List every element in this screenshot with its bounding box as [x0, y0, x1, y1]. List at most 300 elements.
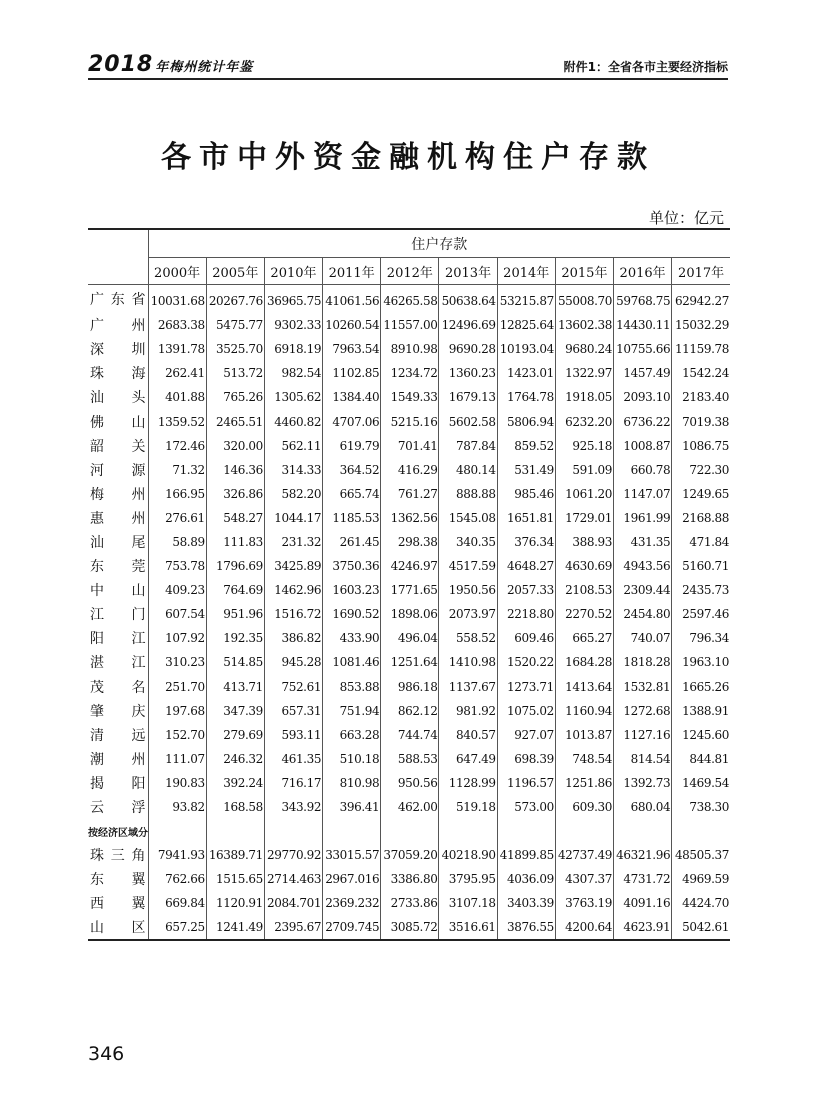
- year-header: 2010年: [264, 258, 322, 285]
- value-cell: 519.18: [439, 795, 497, 819]
- value-cell: 5475.77: [206, 313, 264, 337]
- value-cell: 573.00: [497, 795, 555, 819]
- year-header: 2015年: [555, 258, 613, 285]
- value-cell: 190.83: [148, 771, 206, 795]
- value-cell: 416.29: [381, 458, 439, 482]
- table-row: [88, 699, 730, 723]
- value-cell: 41899.85: [497, 843, 555, 867]
- value-cell: 2218.80: [497, 602, 555, 626]
- value-cell: 1234.72: [381, 361, 439, 385]
- value-cell: 62942.27: [672, 285, 730, 314]
- value-cell: 4307.37: [555, 867, 613, 891]
- value-cell: 71.32: [148, 458, 206, 482]
- value-cell: 3876.55: [497, 915, 555, 940]
- value-cell: 4969.59: [672, 867, 730, 891]
- value-cell: 192.35: [206, 626, 264, 650]
- region-name: 东莞: [90, 559, 146, 576]
- value-cell: 1392.73: [614, 771, 672, 795]
- value-cell: 10031.68: [148, 285, 206, 314]
- table-row: [88, 385, 730, 409]
- value-cell: 796.34: [672, 626, 730, 650]
- value-cell: 2369.232: [323, 891, 381, 915]
- year-header: 2014年: [497, 258, 555, 285]
- value-cell: 6736.22: [614, 409, 672, 433]
- value-cell: 93.82: [148, 795, 206, 819]
- value-cell: 3085.72: [381, 915, 439, 940]
- page-number: 346: [88, 1043, 125, 1065]
- value-cell: 562.11: [264, 434, 322, 458]
- value-cell: 558.52: [439, 626, 497, 650]
- value-cell: 751.94: [323, 699, 381, 723]
- value-cell: 1044.17: [264, 506, 322, 530]
- value-cell: 1764.78: [497, 385, 555, 409]
- region-name: 阳江: [90, 631, 146, 648]
- value-cell: 2967.016: [323, 867, 381, 891]
- value-cell: 48505.37: [672, 843, 730, 867]
- value-cell: 41061.56: [323, 285, 381, 314]
- value-cell: 1360.23: [439, 361, 497, 385]
- value-cell: 2183.40: [672, 385, 730, 409]
- region-name: 河源: [90, 462, 146, 479]
- value-cell: 986.18: [381, 675, 439, 699]
- table-row: [88, 361, 730, 385]
- page-title: 各市中外资金融机构住户存款: [161, 140, 655, 175]
- region-name: 山区: [88, 915, 148, 940]
- region-name: 中山: [90, 583, 146, 600]
- value-cell: 5602.58: [439, 409, 497, 433]
- value-cell: 1423.01: [497, 361, 555, 385]
- value-cell: 1542.24: [672, 361, 730, 385]
- value-cell: 513.72: [206, 361, 264, 385]
- region-name: 深圳: [90, 342, 146, 359]
- value-cell: 14430.11: [614, 313, 672, 337]
- value-cell: 1075.02: [497, 699, 555, 723]
- section-row: [88, 819, 730, 843]
- value-cell: 11557.00: [381, 313, 439, 337]
- value-cell: 9680.24: [555, 337, 613, 361]
- table-row: [88, 843, 730, 867]
- unit-label: 单位：亿元: [648, 209, 724, 227]
- value-cell: 2309.44: [614, 578, 672, 602]
- value-cell: 298.38: [381, 530, 439, 554]
- value-cell: 1086.75: [672, 434, 730, 458]
- value-cell: 853.88: [323, 675, 381, 699]
- table-row: [88, 506, 730, 530]
- empty-cell: [206, 819, 264, 843]
- value-cell: 701.41: [381, 434, 439, 458]
- value-cell: 862.12: [381, 699, 439, 723]
- region-name: 珠海: [90, 366, 146, 383]
- value-cell: 376.34: [497, 530, 555, 554]
- year-header: 2016年: [614, 258, 672, 285]
- value-cell: 1241.49: [206, 915, 264, 940]
- value-cell: 764.69: [206, 578, 264, 602]
- value-cell: 1249.65: [672, 482, 730, 506]
- region-name: 揭阳: [90, 775, 146, 792]
- section-label: 按经济区域分: [88, 827, 148, 839]
- value-cell: 364.52: [323, 458, 381, 482]
- table-row: [88, 650, 730, 674]
- empty-cell: [555, 819, 613, 843]
- value-cell: 1251.64: [381, 650, 439, 674]
- value-cell: 3107.18: [439, 891, 497, 915]
- value-cell: 1362.56: [381, 506, 439, 530]
- value-cell: 413.71: [206, 675, 264, 699]
- value-cell: 1651.81: [497, 506, 555, 530]
- value-cell: 462.00: [381, 795, 439, 819]
- value-cell: 8910.98: [381, 337, 439, 361]
- table-row: [88, 458, 730, 482]
- value-cell: 1245.60: [672, 723, 730, 747]
- value-cell: 29770.92: [264, 843, 322, 867]
- value-cell: 1137.67: [439, 675, 497, 699]
- value-cell: 1081.46: [323, 650, 381, 674]
- value-cell: 59768.75: [614, 285, 672, 314]
- region-name: 韶关: [90, 438, 146, 455]
- value-cell: 1127.16: [614, 723, 672, 747]
- value-cell: 431.35: [614, 530, 672, 554]
- table-row: [88, 771, 730, 795]
- value-cell: 753.78: [148, 554, 206, 578]
- value-cell: 4630.69: [555, 554, 613, 578]
- value-cell: 2709.745: [323, 915, 381, 940]
- region-name: 汕尾: [90, 534, 146, 551]
- table-row: [88, 530, 730, 554]
- value-cell: 262.41: [148, 361, 206, 385]
- table-row: [88, 723, 730, 747]
- empty-cell: [148, 819, 206, 843]
- region-name: 东翼: [90, 872, 146, 889]
- value-cell: 3525.70: [206, 337, 264, 361]
- value-cell: 197.68: [148, 699, 206, 723]
- value-cell: 609.46: [497, 626, 555, 650]
- value-cell: 665.74: [323, 482, 381, 506]
- value-cell: 1388.91: [672, 699, 730, 723]
- value-cell: 7941.93: [148, 843, 206, 867]
- value-cell: 1061.20: [555, 482, 613, 506]
- appendix-title: 附件1：全省各市主要经济指标: [563, 60, 728, 74]
- value-cell: 2168.88: [672, 506, 730, 530]
- value-cell: 36965.75: [264, 285, 322, 314]
- value-cell: 669.84: [148, 891, 206, 915]
- year-header-row: [88, 258, 730, 285]
- value-cell: 1462.96: [264, 578, 322, 602]
- value-cell: 744.74: [381, 723, 439, 747]
- value-cell: 314.33: [264, 458, 322, 482]
- region-name: 广东省: [90, 292, 146, 309]
- value-cell: 3386.80: [381, 867, 439, 891]
- value-cell: 33015.57: [323, 843, 381, 867]
- value-cell: 1384.40: [323, 385, 381, 409]
- value-cell: 1545.08: [439, 506, 497, 530]
- yearbook-title: [88, 52, 253, 77]
- value-cell: 2108.53: [555, 578, 613, 602]
- table-row: [88, 409, 730, 433]
- value-cell: 1665.26: [672, 675, 730, 699]
- region-name: 潮州: [90, 751, 146, 768]
- value-cell: 1771.65: [381, 578, 439, 602]
- year-header: 2013年: [439, 258, 497, 285]
- value-cell: 888.88: [439, 482, 497, 506]
- value-cell: 111.07: [148, 747, 206, 771]
- value-cell: 3403.39: [497, 891, 555, 915]
- value-cell: 1684.28: [555, 650, 613, 674]
- value-cell: 1729.01: [555, 506, 613, 530]
- value-cell: 1013.87: [555, 723, 613, 747]
- value-cell: 261.45: [323, 530, 381, 554]
- value-cell: 1961.99: [614, 506, 672, 530]
- value-cell: 50638.64: [439, 285, 497, 314]
- value-cell: 859.52: [497, 434, 555, 458]
- value-cell: 2597.46: [672, 602, 730, 626]
- value-cell: 5215.16: [381, 409, 439, 433]
- value-cell: 347.39: [206, 699, 264, 723]
- value-cell: 981.92: [439, 699, 497, 723]
- value-cell: 409.23: [148, 578, 206, 602]
- value-cell: 765.26: [206, 385, 264, 409]
- value-cell: 1305.62: [264, 385, 322, 409]
- region-name: 西翼: [90, 896, 146, 913]
- value-cell: 4246.97: [381, 554, 439, 578]
- value-cell: 531.49: [497, 458, 555, 482]
- table-row: [88, 626, 730, 650]
- value-cell: 433.90: [323, 626, 381, 650]
- table-row: [88, 602, 730, 626]
- region-name: 惠州: [90, 510, 146, 527]
- group-header: 住户存款: [148, 229, 730, 258]
- value-cell: 1532.81: [614, 675, 672, 699]
- value-cell: 738.30: [672, 795, 730, 819]
- value-cell: 1128.99: [439, 771, 497, 795]
- region-name: 肇庆: [90, 703, 146, 720]
- value-cell: 4731.72: [614, 867, 672, 891]
- empty-cell: [381, 819, 439, 843]
- value-cell: 1690.52: [323, 602, 381, 626]
- value-cell: 279.69: [206, 723, 264, 747]
- table-row: [88, 675, 730, 699]
- value-cell: 1120.91: [206, 891, 264, 915]
- value-cell: 1102.85: [323, 361, 381, 385]
- value-cell: 4623.91: [614, 915, 672, 940]
- value-cell: 401.88: [148, 385, 206, 409]
- value-cell: 1413.64: [555, 675, 613, 699]
- value-cell: 1469.54: [672, 771, 730, 795]
- value-cell: 844.81: [672, 747, 730, 771]
- value-cell: 660.78: [614, 458, 672, 482]
- value-cell: 326.86: [206, 482, 264, 506]
- empty-cell: [614, 819, 672, 843]
- value-cell: 146.36: [206, 458, 264, 482]
- value-cell: 480.14: [439, 458, 497, 482]
- value-cell: 2435.73: [672, 578, 730, 602]
- region-name: 珠三角: [90, 848, 146, 865]
- region-name: 云浮: [90, 800, 146, 817]
- year-header: 2011年: [323, 258, 381, 285]
- value-cell: 2395.67: [264, 915, 322, 940]
- value-cell: 7019.38: [672, 409, 730, 433]
- value-cell: 37059.20: [381, 843, 439, 867]
- region-name: 梅州: [90, 486, 146, 503]
- table-row: [88, 915, 730, 940]
- value-cell: 748.54: [555, 747, 613, 771]
- table-row: [88, 891, 730, 915]
- value-cell: 246.32: [206, 747, 264, 771]
- value-cell: 2465.51: [206, 409, 264, 433]
- value-cell: 2057.33: [497, 578, 555, 602]
- value-cell: 461.35: [264, 747, 322, 771]
- value-cell: 15032.29: [672, 313, 730, 337]
- value-cell: 1516.72: [264, 602, 322, 626]
- value-cell: 950.56: [381, 771, 439, 795]
- value-cell: 1549.33: [381, 385, 439, 409]
- empty-cell: [672, 819, 730, 843]
- value-cell: 5806.94: [497, 409, 555, 433]
- table-row: [88, 337, 730, 361]
- value-cell: 3763.19: [555, 891, 613, 915]
- value-cell: 1603.23: [323, 578, 381, 602]
- value-cell: 53215.87: [497, 285, 555, 314]
- value-cell: 343.92: [264, 795, 322, 819]
- value-cell: 4424.70: [672, 891, 730, 915]
- table-row: [88, 313, 730, 337]
- value-cell: 10755.66: [614, 337, 672, 361]
- value-cell: 1796.69: [206, 554, 264, 578]
- region-name: 佛山: [90, 414, 146, 431]
- value-cell: 1515.65: [206, 867, 264, 891]
- value-cell: 1410.98: [439, 650, 497, 674]
- value-cell: 657.25: [148, 915, 206, 940]
- value-cell: 752.61: [264, 675, 322, 699]
- value-cell: 16389.71: [206, 843, 264, 867]
- value-cell: 168.58: [206, 795, 264, 819]
- value-cell: 46321.96: [614, 843, 672, 867]
- value-cell: 7963.54: [323, 337, 381, 361]
- value-cell: 951.96: [206, 602, 264, 626]
- value-cell: 13602.38: [555, 313, 613, 337]
- value-cell: 396.41: [323, 795, 381, 819]
- value-cell: 761.27: [381, 482, 439, 506]
- region-name: 广州: [90, 318, 146, 335]
- region-name: 汕头: [90, 390, 146, 407]
- value-cell: 2714.463: [264, 867, 322, 891]
- value-cell: 320.00: [206, 434, 264, 458]
- value-cell: 588.53: [381, 747, 439, 771]
- value-cell: 548.27: [206, 506, 264, 530]
- table-row: [88, 285, 730, 314]
- value-cell: 593.11: [264, 723, 322, 747]
- value-cell: 840.57: [439, 723, 497, 747]
- value-cell: 663.28: [323, 723, 381, 747]
- value-cell: 609.30: [555, 795, 613, 819]
- year-header: 2000年: [148, 258, 206, 285]
- table-row: [88, 795, 730, 819]
- region-name: 茂名: [90, 679, 146, 696]
- year-header: 2005年: [206, 258, 264, 285]
- value-cell: 1679.13: [439, 385, 497, 409]
- value-cell: 1391.78: [148, 337, 206, 361]
- value-cell: 4036.09: [497, 867, 555, 891]
- value-cell: 1918.05: [555, 385, 613, 409]
- value-cell: 20267.76: [206, 285, 264, 314]
- table-row: [88, 747, 730, 771]
- table-row: [88, 482, 730, 506]
- year-header: 2012年: [381, 258, 439, 285]
- value-cell: 111.83: [206, 530, 264, 554]
- value-cell: 340.35: [439, 530, 497, 554]
- value-cell: 1359.52: [148, 409, 206, 433]
- value-cell: 1147.07: [614, 482, 672, 506]
- value-cell: 2270.52: [555, 602, 613, 626]
- deposits-table: [88, 228, 730, 941]
- value-cell: 985.46: [497, 482, 555, 506]
- value-cell: 1185.53: [323, 506, 381, 530]
- value-cell: 107.92: [148, 626, 206, 650]
- value-cell: 722.30: [672, 458, 730, 482]
- table-row: [88, 434, 730, 458]
- value-cell: 251.70: [148, 675, 206, 699]
- value-cell: 58.89: [148, 530, 206, 554]
- value-cell: 2084.701: [264, 891, 322, 915]
- value-cell: 3516.61: [439, 915, 497, 940]
- value-cell: 582.20: [264, 482, 322, 506]
- value-cell: 927.07: [497, 723, 555, 747]
- value-cell: 9690.28: [439, 337, 497, 361]
- value-cell: 5042.61: [672, 915, 730, 940]
- value-cell: 10193.04: [497, 337, 555, 361]
- value-cell: 172.46: [148, 434, 206, 458]
- value-cell: 1818.28: [614, 650, 672, 674]
- value-cell: 55008.70: [555, 285, 613, 314]
- value-cell: 42737.49: [555, 843, 613, 867]
- value-cell: 619.79: [323, 434, 381, 458]
- year-header: 2017年: [672, 258, 730, 285]
- value-cell: 665.27: [555, 626, 613, 650]
- value-cell: 1196.57: [497, 771, 555, 795]
- value-cell: 3795.95: [439, 867, 497, 891]
- corner-cell: [88, 258, 148, 285]
- value-cell: 10260.54: [323, 313, 381, 337]
- value-cell: 4091.16: [614, 891, 672, 915]
- empty-cell: [264, 819, 322, 843]
- value-cell: 496.04: [381, 626, 439, 650]
- value-cell: 166.95: [148, 482, 206, 506]
- value-cell: 607.54: [148, 602, 206, 626]
- value-cell: 40218.90: [439, 843, 497, 867]
- value-cell: 810.98: [323, 771, 381, 795]
- value-cell: 762.66: [148, 867, 206, 891]
- value-cell: 388.93: [555, 530, 613, 554]
- region-name: 江门: [90, 607, 146, 624]
- region-name: 湛江: [90, 655, 146, 672]
- value-cell: 12825.64: [497, 313, 555, 337]
- value-cell: 647.49: [439, 747, 497, 771]
- yearbook-year: 2018: [88, 52, 154, 77]
- value-cell: 231.32: [264, 530, 322, 554]
- value-cell: 982.54: [264, 361, 322, 385]
- value-cell: 740.07: [614, 626, 672, 650]
- value-cell: 2683.38: [148, 313, 206, 337]
- value-cell: 471.84: [672, 530, 730, 554]
- value-cell: 680.04: [614, 795, 672, 819]
- value-cell: 657.31: [264, 699, 322, 723]
- value-cell: 1963.10: [672, 650, 730, 674]
- value-cell: 6232.20: [555, 409, 613, 433]
- empty-cell: [323, 819, 381, 843]
- value-cell: 1272.68: [614, 699, 672, 723]
- value-cell: 3425.89: [264, 554, 322, 578]
- corner-cell: [88, 229, 148, 258]
- value-cell: 310.23: [148, 650, 206, 674]
